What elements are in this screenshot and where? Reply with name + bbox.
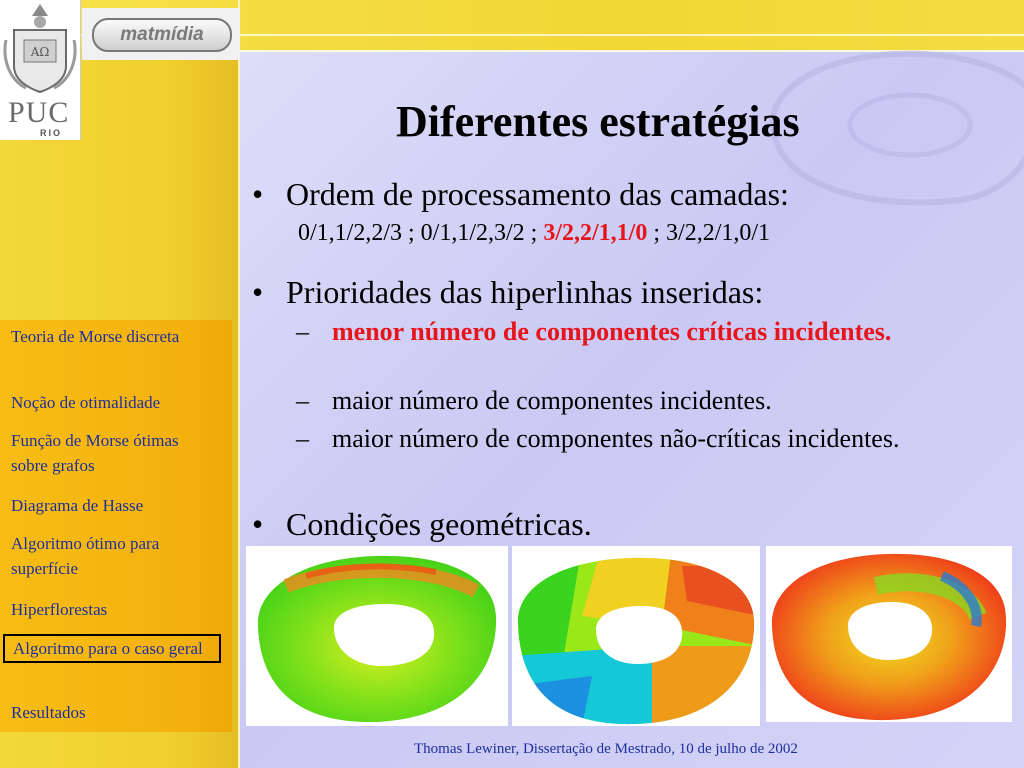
sidebar-item-resultados[interactable]: Resultados: [11, 703, 86, 722]
bullet-text: Condições geométricas.: [286, 506, 592, 542]
sub-bullet-text: maior número de componentes não-críticas incidentes.: [332, 424, 900, 453]
layer-order-text: 0/1,1/2,2/3 ; 0/1,1/2,3/2 ;: [298, 220, 544, 246]
sidebar-item-algoritmo-caso-geral[interactable]: Algoritmo para o caso geral: [3, 634, 221, 663]
bullet-text: Ordem de processamento das camadas:: [286, 176, 789, 212]
sidebar-item-diagrama-de-hasse[interactable]: Diagrama de Hasse: [11, 496, 144, 515]
torus-image-1: [246, 546, 508, 726]
sub-bullet-item: [296, 386, 896, 415]
bullet-marker: •: [252, 274, 264, 310]
layer-order-highlight: 3/2,2/1,1/0: [543, 220, 648, 246]
layer-order-line: [298, 220, 770, 247]
sub-bullet-text: maior número de componentes incidentes.: [332, 386, 772, 415]
background-torus-icon: [760, 40, 1024, 210]
torus-render-red-icon: [766, 546, 1012, 722]
sub-bullet-marker: –: [296, 424, 309, 453]
puc-rio-logo: [0, 0, 81, 140]
bullet-marker: •: [252, 506, 264, 542]
sidebar-item-teoria-de-morse-discreta[interactable]: Teoria de Morse discreta: [11, 327, 180, 346]
divider: [238, 0, 240, 768]
bullet-item: [252, 176, 789, 212]
sidebar-item-hiperflorestas[interactable]: Hiperflorestas: [11, 600, 108, 619]
svg-text:ΑΩ: ΑΩ: [30, 45, 50, 59]
sub-bullet-marker: –: [296, 317, 309, 346]
sidebar-item-nocao-de-otimalidade[interactable]: Noção de otimalidade: [11, 393, 161, 412]
torus-image-3: [766, 546, 1012, 722]
footer-text: Thomas Lewiner, Dissertação de Mestrado, 10 de julho de 2002: [414, 741, 798, 757]
torus-render-segmented-icon: [512, 546, 760, 726]
sub-bullet-item: [296, 317, 896, 346]
matmidia-logo: [82, 8, 240, 60]
crest-icon: [0, 0, 80, 96]
sidebar-nav: [0, 320, 232, 732]
sub-bullet-marker: –: [296, 386, 309, 415]
bullet-text: Prioridades das hiperlinhas inseridas:: [286, 274, 764, 310]
bullet-item: [252, 506, 592, 542]
bullet-marker: •: [252, 176, 264, 212]
layer-order-text: ; 3/2,2/1,0/1: [647, 220, 771, 246]
sidebar-item-funcao-de-morse[interactable]: Função de Morse ótimas sobre grafos: [11, 431, 179, 475]
matmidia-logo-text: matmídia: [92, 18, 232, 52]
slide-title: Diferentes estratégias: [396, 97, 800, 146]
sub-bullet-text: menor número de componentes críticas incidentes.: [332, 317, 892, 346]
logo-subtext: RIO: [40, 128, 63, 138]
logo-text: PUC: [8, 96, 70, 129]
sub-bullet-item: [296, 424, 900, 453]
torus-render-green-icon: [246, 546, 508, 726]
bullet-item: [252, 274, 763, 310]
sidebar-item-algoritmo-otimo[interactable]: Algoritmo ótimo para superfície: [11, 534, 160, 578]
torus-image-2: [512, 546, 760, 726]
